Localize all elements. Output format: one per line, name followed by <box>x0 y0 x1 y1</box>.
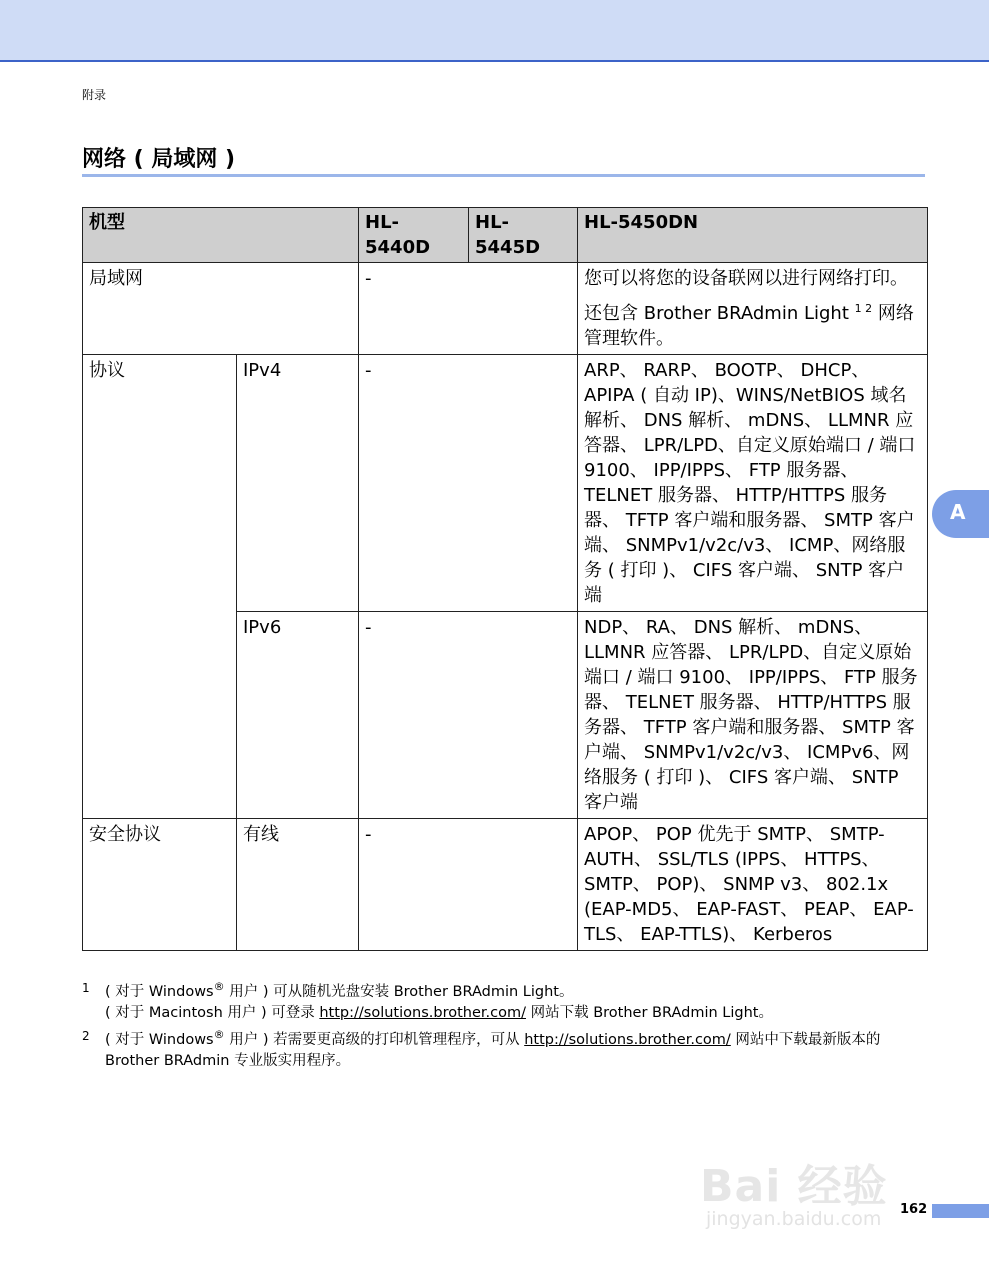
appendix-tab-letter: A <box>950 500 966 524</box>
table-row-lan <box>83 263 928 355</box>
ipv4-label: IPv4 <box>237 355 359 612</box>
lan-bradmin-tail: 网络管理软件。 <box>584 303 914 349</box>
footnote-text: ( 对于 Windows <box>105 1032 214 1048</box>
registered-mark: ® <box>213 980 225 994</box>
lan-bradmin-note <box>584 301 922 351</box>
spec-table <box>82 207 928 951</box>
footnote-number: 2 <box>82 1029 90 1043</box>
footnote-text: 网站下载 Brother BRAdmin Light。 <box>525 1005 773 1021</box>
header-hl5450dn: HL-5450DN <box>578 208 928 263</box>
table-row-security <box>83 819 928 951</box>
table-header-row <box>83 208 928 263</box>
security-value: APOP、 POP 优先于 SMTP、 SMTP-AUTH、 SSL/TLS (IPPS、 HTTPS、 SMTP、 POP)、 SNMP v3、 802.1x (EAP-MD5、 EAP-FAST、 PEAP、 EAP-TLS、 EAP-TTLS)、 Kerberos <box>578 819 928 951</box>
page-number-bar <box>932 1204 989 1218</box>
footnote-text: 网站中下载最新版本的 Brother BRAdmin 专业版实用程序。 <box>105 1032 881 1069</box>
ipv6-d-models: - <box>359 612 578 819</box>
security-sub-label: 有线 <box>237 819 359 951</box>
footnotes <box>82 982 932 1078</box>
footnote-ref: 1 2 <box>854 302 873 315</box>
lan-dn-value <box>578 263 928 355</box>
solutions-link[interactable]: http://solutions.brother.com/ <box>524 1032 731 1048</box>
footnote-text: 用户 ) 可从随机光盘安装 Brother BRAdmin Light。 <box>224 984 574 1000</box>
page-title: 网络 ( 局域网 ) <box>82 147 236 172</box>
page-number: 162 <box>900 1202 928 1217</box>
footnote-text: ( 对于 Macintosh 用户 ) 可登录 <box>105 1005 320 1021</box>
solutions-link[interactable]: http://solutions.brother.com/ <box>319 1005 526 1021</box>
footnote-1-line-a <box>105 982 932 1003</box>
ipv6-value: NDP、 RA、 DNS 解析、 mDNS、 LLMNR 应答器、 LPR/LPD、自定义原始端口 / 端口 9100、 IPP/IPPS、 FTP 服务器、 TELNET 服务器、 HTTP/HTTPS 服务器、 TFTP 客户端和服务器、 SMTP 客户端、 SNMPv1/v2c/v3、 ICMPv6、网络服务 ( 打印 )、 CIFS 客户端、 SNTP 客户端 <box>578 612 928 819</box>
security-d-models: - <box>359 819 578 951</box>
lan-desc: 您可以将您的设备联网以进行网络打印。 <box>584 268 908 289</box>
header-band <box>0 0 989 62</box>
header-hl5445d: HL-5445D <box>469 208 578 263</box>
title-underline <box>82 174 925 177</box>
registered-mark: ® <box>213 1028 225 1042</box>
ipv4-value: ARP、 RARP、 BOOTP、 DHCP、 APIPA ( 自动 IP)、WINS/NetBIOS 域名解析、 DNS 解析、 mDNS、 LLMNR 应答器、 LPR/LPD、自定义原始端口 / 端口 9100、 IPP/IPPS、 FTP 服务器、 TELNET 服务器、 HTTP/HTTPS 服务器、 TFTP 客户端和服务器、 SMTP 客户端、 SNMPv1/v2c/v3、 ICMP、网络服务 ( 打印 )、 CIFS 客户端、 SNTP 客户端 <box>578 355 928 612</box>
footnote-1-line-b <box>105 1003 932 1024</box>
row-label-security: 安全协议 <box>83 819 237 951</box>
baidu-watermark-url: jingyan.baidu.com <box>706 1208 882 1230</box>
footnote-text: 用户 ) 若需要更高级的打印机管理程序，可从 <box>224 1032 525 1048</box>
ipv6-label: IPv6 <box>237 612 359 819</box>
row-label-lan: 局域网 <box>83 263 359 355</box>
ipv4-d-models: - <box>359 355 578 612</box>
footnote-number: 1 <box>82 981 90 995</box>
table-row-ipv4 <box>83 355 928 612</box>
header-hl5440d: HL-5440D <box>359 208 469 263</box>
appendix-tab <box>932 490 989 538</box>
footnote-2 <box>82 1030 932 1072</box>
lan-bradmin-text: 还包含 Brother BRAdmin Light <box>584 303 849 324</box>
header-model: 机型 <box>83 208 359 263</box>
section-label: 附录 <box>82 88 107 102</box>
footnote-text: ( 对于 Windows <box>105 984 214 1000</box>
baidu-watermark: Bai 经验 <box>700 1161 888 1212</box>
footnote-1 <box>82 982 932 1024</box>
lan-d-models: - <box>359 263 578 355</box>
row-label-protocol: 协议 <box>83 355 237 819</box>
footnote-2-text <box>105 1030 932 1072</box>
